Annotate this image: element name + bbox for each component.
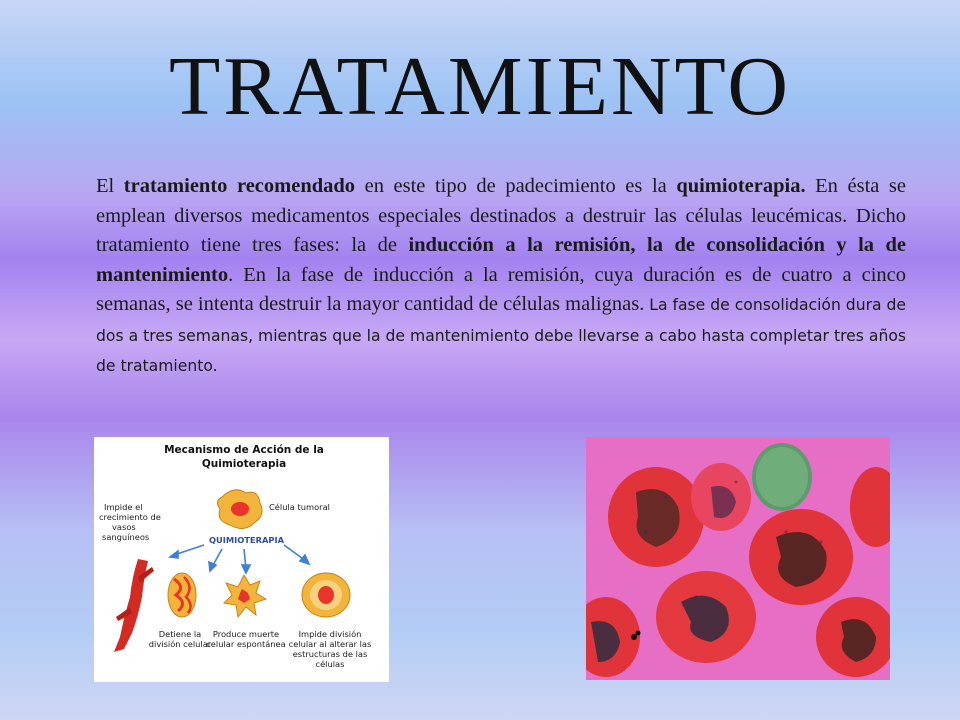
para-text-4: . En la fase de inducción a la remisión, cuya duración es de cuatro a cinco semanas, se intenta destruir la mayor cantidad de células malignas.	[96, 263, 906, 315]
tumor-cell-label: Célula tumoral	[269, 502, 330, 512]
svg-text:Detiene la: Detiene la	[158, 629, 202, 639]
svg-text:Impide división: Impide división	[298, 629, 362, 639]
arrows-icon	[170, 545, 309, 573]
chemotherapy-center-label: QUIMIOTERAPIA	[209, 535, 285, 545]
svg-text:división celular: división celular	[148, 639, 212, 649]
stops-division-label	[149, 629, 212, 649]
para-text-1: El	[96, 175, 124, 197]
alter-structures-label	[289, 629, 372, 669]
svg-text:células: células	[315, 659, 345, 669]
tumor-cell-icon	[217, 490, 262, 529]
para-bold-recommended: tratamiento recomendado	[123, 175, 356, 197]
para-text-2: en este tipo de padecimiento es la	[355, 175, 677, 197]
chemotherapy-mechanism-diagram	[94, 437, 389, 682]
altered-cell-icon	[302, 573, 350, 617]
diagram-title-line2: Quimioterapia	[201, 458, 287, 470]
dividing-cell-icon	[168, 573, 196, 617]
para-bold-phases: inducción a la remisión, la de consolidación y la de mantenimiento	[96, 234, 907, 286]
diagram-title-line1: Mecanismo de Acción de la	[164, 444, 324, 456]
svg-text:Produce muerte: Produce muerte	[212, 629, 280, 639]
slide-title: TRATAMIENTO	[168, 40, 792, 133]
svg-text:Impide el: Impide el	[104, 502, 143, 512]
svg-text:sanguíneos: sanguíneos	[102, 532, 150, 542]
para-text-5: La fase de consolidación dura de dos a tres semanas, mientras que la de mantenimiento debe llevarse a cabo hasta completar tres años de tratamiento.	[96, 296, 907, 375]
svg-text:estructuras de las: estructuras de las	[292, 649, 368, 659]
svg-text:crecimiento de: crecimiento de	[99, 512, 161, 522]
leukemia-cells-micrograph	[586, 437, 890, 680]
dying-cell-icon	[224, 575, 266, 617]
treatment-paragraph	[96, 172, 906, 382]
svg-text:celular espontánea: celular espontánea	[206, 639, 286, 649]
para-text-3: En ésta se emplean diversos medicamentos especiales destinados a destruir las células leucémicas. Dicho tratamiento tiene tres fases: la de	[96, 175, 907, 256]
blood-vessel-label	[99, 502, 161, 542]
svg-text:celular al alterar las: celular al alterar las	[288, 639, 372, 649]
svg-text:vasos: vasos	[112, 522, 136, 532]
para-bold-chemotherapy: quimioterapia.	[676, 175, 806, 197]
cell-death-label	[206, 629, 285, 649]
